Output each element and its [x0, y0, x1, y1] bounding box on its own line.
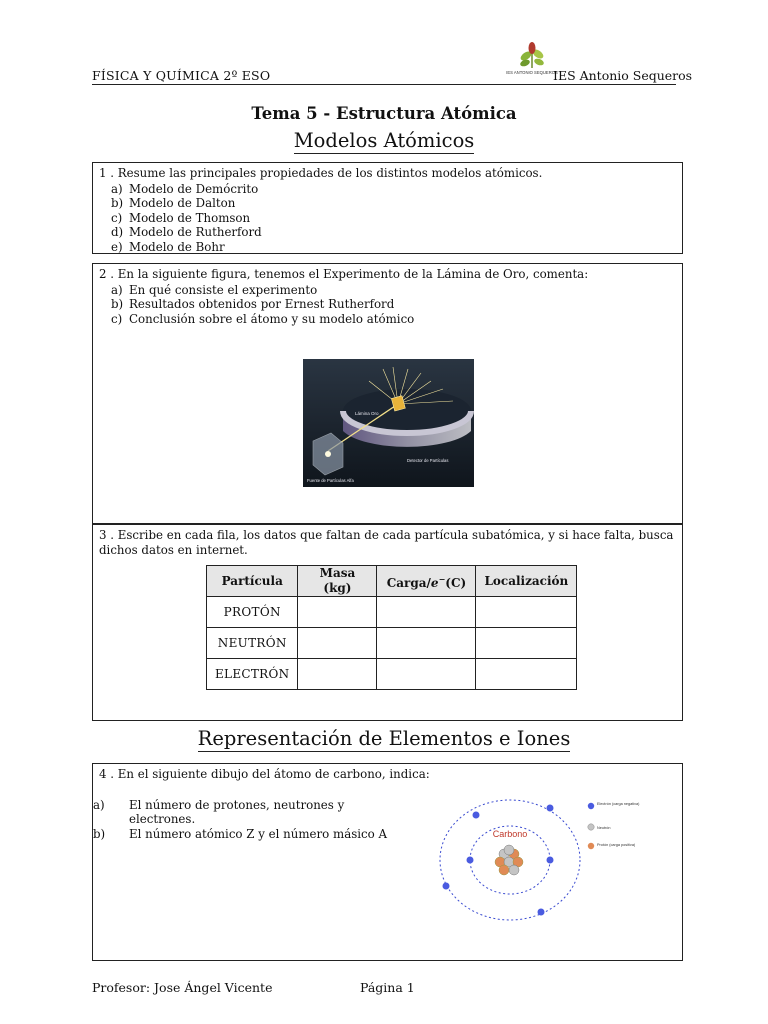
detector-label: Detector de Partículas [407, 458, 449, 463]
question-1-prompt: 1 . Resume las principales propiedades de los distintos modelos atómicos. [99, 166, 543, 180]
question-2-prompt: 2 . En la siguiente figura, tenemos el Experimento de la Lámina de Oro, comenta: [99, 267, 589, 281]
item-text: Modelo de Thomson [129, 210, 251, 225]
item-label: c) [111, 210, 123, 225]
charge-cell[interactable] [377, 659, 476, 690]
charge-e: e [430, 575, 439, 590]
list-item [93, 826, 391, 842]
particle-name: ELECTRÓN [207, 659, 298, 690]
item-text: Resultados obtenidos por Ernest Rutherford [129, 297, 395, 312]
particle-name: NEUTRÓN [207, 628, 298, 659]
question-1-box [92, 162, 683, 254]
section-title-models [92, 129, 676, 152]
list-item [111, 211, 676, 226]
question-3-box [92, 524, 683, 721]
mass-cell[interactable] [298, 597, 377, 628]
col-particle: Partícula [207, 566, 298, 597]
list-item [111, 182, 676, 197]
header-rule [92, 84, 676, 85]
question-4-box [92, 763, 683, 961]
list-item [111, 240, 676, 255]
col-charge [377, 566, 476, 597]
list-item [111, 225, 676, 240]
carbon-atom-figure [438, 790, 638, 920]
page-number: Página 1 [360, 980, 415, 995]
school-name: IES Antonio Sequeros [553, 68, 693, 83]
location-cell[interactable] [476, 659, 577, 690]
item-text: Conclusión sobre el átomo y su modelo atómico [129, 311, 415, 326]
item-label: c) [111, 311, 123, 326]
item-label: b) [111, 297, 124, 312]
foil-label: Lámina Oro [355, 411, 379, 416]
section-title-elements-text: Representación de Elementos e Iones [197, 727, 571, 750]
atom-label: Carbono [492, 829, 528, 839]
mass-cell[interactable] [298, 628, 377, 659]
particle-name: PROTÓN [207, 597, 298, 628]
item-label: b) [111, 196, 124, 211]
list-item [111, 297, 676, 312]
particles-table [206, 565, 577, 690]
charge-prefix: Carga/ [386, 575, 431, 590]
teacher-name: Profesor: Jose Ángel Vicente [92, 980, 273, 995]
section-title-elements [92, 727, 676, 750]
question-4-prompt: 4 . En el siguiente dibujo del átomo de carbono, indica: [99, 767, 430, 781]
location-cell[interactable] [476, 628, 577, 659]
table-header-row [207, 566, 577, 597]
table-row [207, 597, 577, 628]
table-row [207, 628, 577, 659]
nucleus [495, 845, 523, 875]
list-item [93, 797, 391, 827]
col-location: Localización [476, 566, 577, 597]
list-item [111, 196, 676, 211]
charge-cell[interactable] [377, 628, 476, 659]
charge-cell[interactable] [377, 597, 476, 628]
item-text: El número atómico Z y el número másico A [129, 826, 388, 841]
item-label: a) [93, 797, 105, 812]
source-label: Fuente de Partículas Alfa [307, 478, 354, 483]
item-label: d) [111, 225, 124, 240]
logo-text-1: IES ANTONIO SEQUEROS [506, 70, 558, 75]
charge-sup: − [438, 573, 446, 584]
question-3-prompt: 3 . Escribe en cada fila, los datos que faltan de cada partícula subatómica, y si hace falta, busca dichos datos en internet. [99, 528, 674, 557]
legend-electron: Electrón (carga negativa) [597, 802, 640, 806]
question-1-items [111, 182, 676, 255]
item-text: Modelo de Demócrito [129, 181, 259, 196]
question-2-box [92, 263, 683, 524]
col-mass: Masa (kg) [298, 566, 377, 597]
course-label: FÍSICA Y QUÍMICA 2º ESO [92, 68, 271, 83]
item-text: Modelo de Dalton [129, 196, 236, 211]
item-text: El número de protones, neutrones y electrones. [129, 797, 345, 827]
table-row [207, 659, 577, 690]
item-label: a) [111, 282, 123, 297]
item-text: Modelo de Rutherford [129, 225, 262, 240]
doc-title: Tema 5 - Estructura Atómica [251, 104, 517, 123]
item-text: Modelo de Bohr [129, 239, 225, 254]
charge-unit: (C) [445, 575, 467, 590]
section-title-models-text: Modelos Atómicos [293, 129, 475, 152]
item-text: En qué consiste el experimento [129, 282, 318, 297]
list-item [111, 283, 676, 298]
item-label: e) [111, 239, 123, 254]
mass-cell[interactable] [298, 659, 377, 690]
item-label: a) [111, 181, 123, 196]
legend-proton: Protón (carga positiva) [597, 843, 636, 847]
school-logo [506, 40, 558, 84]
question-4-items [93, 797, 391, 842]
item-label: b) [93, 826, 106, 841]
list-item [111, 312, 676, 327]
legend-neutron: Neutrón [597, 826, 611, 830]
question-2-items [111, 283, 676, 327]
gold-foil-experiment-figure [303, 359, 474, 487]
location-cell[interactable] [476, 597, 577, 628]
